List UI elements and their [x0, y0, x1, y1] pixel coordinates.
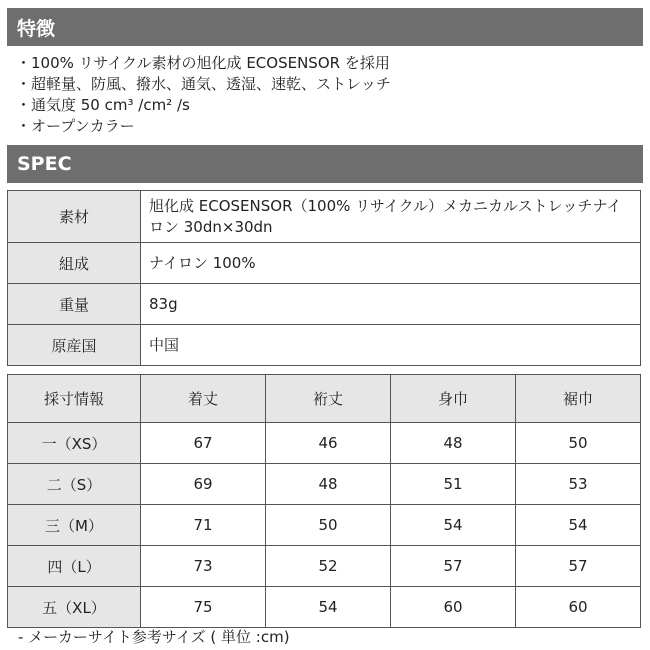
size-label: 五（XL） — [8, 587, 141, 628]
column-header: 裄丈 — [266, 375, 391, 423]
spec-row-composition — [8, 243, 641, 284]
spec-value: ナイロン 100% — [141, 243, 641, 284]
size-value: 48 — [391, 423, 516, 464]
table-row — [8, 505, 641, 546]
spec-value: 中国 — [141, 325, 641, 366]
column-header: 採寸情報 — [8, 375, 141, 423]
size-label: 一（XS） — [8, 423, 141, 464]
size-value: 53 — [516, 464, 641, 505]
spec-table — [7, 190, 641, 366]
size-value: 51 — [391, 464, 516, 505]
table-row — [8, 546, 641, 587]
size-value: 50 — [266, 505, 391, 546]
table-row — [8, 464, 641, 505]
size-value: 52 — [266, 546, 391, 587]
size-value: 57 — [391, 546, 516, 587]
size-value: 75 — [141, 587, 266, 628]
size-value: 67 — [141, 423, 266, 464]
size-value: 69 — [141, 464, 266, 505]
size-value: 48 — [266, 464, 391, 505]
spec-row-weight — [8, 284, 641, 325]
spec-label: 組成 — [8, 243, 141, 284]
size-value: 50 — [516, 423, 641, 464]
spec-row-origin — [8, 325, 641, 366]
size-label: 三（M） — [8, 505, 141, 546]
spec-row-material — [8, 191, 641, 243]
spec-value: 旭化成 ECOSENSOR（100% リサイクル）メカニカルストレッチナイロン 30dn×30dn — [141, 191, 641, 243]
size-value: 60 — [516, 587, 641, 628]
features-heading — [7, 8, 643, 46]
size-table-header — [8, 375, 641, 423]
size-value: 71 — [141, 505, 266, 546]
size-value: 46 — [266, 423, 391, 464]
features-list — [16, 53, 636, 137]
size-label: 二（S） — [8, 464, 141, 505]
feature-item: ・通気度 50 cm³ /cm² /s — [16, 96, 190, 114]
size-label: 四（L） — [8, 546, 141, 587]
spec-label: 重量 — [8, 284, 141, 325]
column-header: 身巾 — [391, 375, 516, 423]
spec-heading — [7, 145, 643, 183]
size-value: 60 — [391, 587, 516, 628]
size-value: 54 — [391, 505, 516, 546]
size-note: - メーカーサイト参考サイズ ( 単位 :cm) — [18, 628, 290, 646]
size-value: 54 — [266, 587, 391, 628]
spec-title: SPEC — [17, 153, 72, 175]
table-row — [8, 587, 641, 628]
features-title: 特徴 — [17, 17, 56, 40]
spec-value: 83g — [141, 284, 641, 325]
feature-item: ・オープンカラー — [16, 117, 135, 135]
size-value: 54 — [516, 505, 641, 546]
feature-item: ・超軽量、防風、撥水、通気、透湿、速乾、ストレッチ — [16, 75, 391, 93]
size-table — [7, 374, 641, 628]
column-header: 裾巾 — [516, 375, 641, 423]
feature-item: ・100% リサイクル素材の旭化成 ECOSENSOR を採用 — [16, 54, 390, 72]
table-row — [8, 423, 641, 464]
size-value: 57 — [516, 546, 641, 587]
column-header: 着丈 — [141, 375, 266, 423]
spec-label: 素材 — [8, 191, 141, 243]
size-value: 73 — [141, 546, 266, 587]
spec-label: 原産国 — [8, 325, 141, 366]
